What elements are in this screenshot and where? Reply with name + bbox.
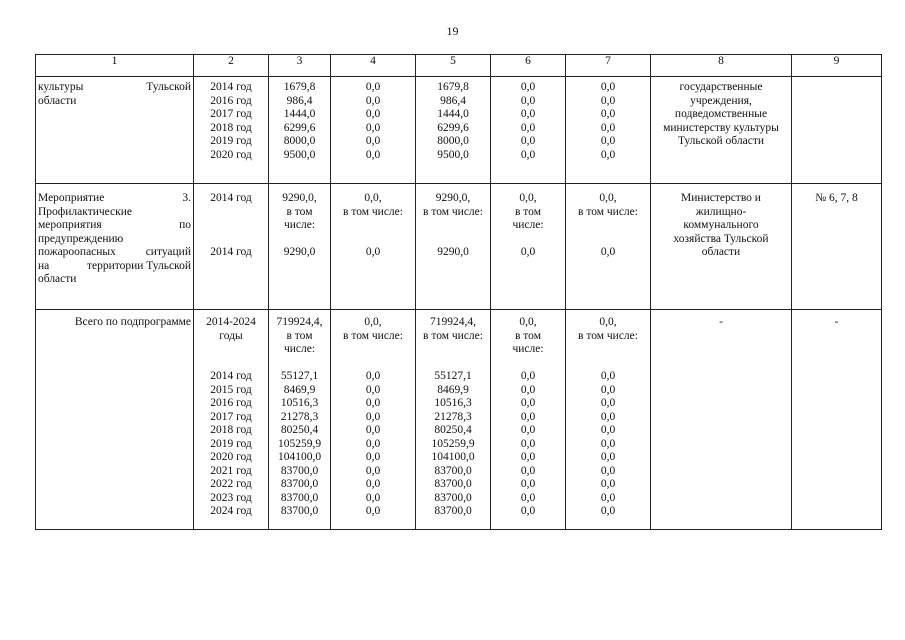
header-cell: 9 xyxy=(792,55,882,77)
total-cell xyxy=(269,77,331,184)
amount-value: 0,0 xyxy=(365,135,381,147)
amount-value: 83700,0 xyxy=(280,478,319,490)
amount-value: 0,0 xyxy=(520,94,536,107)
amount-value: 1444,0 xyxy=(283,108,316,120)
amount-value: 6299,6 xyxy=(437,121,469,134)
amount-value: 0,0 xyxy=(600,94,616,107)
description-text: по xyxy=(179,219,191,231)
executor-text: учреждения, xyxy=(690,94,752,107)
description-cell xyxy=(36,184,194,310)
amount-value: 0,0 xyxy=(365,397,381,409)
header-cell: 5 xyxy=(416,55,491,77)
executor-cell xyxy=(651,310,792,530)
municipal-cell xyxy=(491,77,566,184)
page-number: 19 xyxy=(446,24,459,38)
amount-value: 0,0 xyxy=(365,451,381,463)
year-cell xyxy=(194,77,269,184)
description-text: культуры xyxy=(38,81,84,93)
description-text: области xyxy=(38,94,77,107)
description-text: 3. xyxy=(182,192,191,204)
year-value: 2014 год xyxy=(210,370,252,382)
amount-note: в том числе: xyxy=(578,329,638,342)
year-cell xyxy=(194,310,269,530)
amount-value: 8469,9 xyxy=(283,383,316,396)
executor-text: - xyxy=(719,316,723,328)
year-value: 2015 год xyxy=(210,383,252,396)
amount-value: 0,0 xyxy=(520,505,536,517)
amount-value: 0,0 xyxy=(520,397,536,409)
amount-value: 55127,1 xyxy=(434,370,472,382)
regional-cell xyxy=(416,77,491,184)
year-value: 2020 год xyxy=(210,451,252,463)
year-value: 2014-2024 xyxy=(206,316,256,328)
executor-text: государственные xyxy=(679,81,763,93)
amount-value: 0,0 xyxy=(600,135,616,147)
amount-value: 0,0 xyxy=(600,410,616,423)
amount-value: 0,0 xyxy=(365,464,381,477)
amount-value: 9290,0 xyxy=(437,246,469,258)
amount-value: 0,0, xyxy=(519,316,537,328)
description-text: пожароопасных xyxy=(38,246,116,258)
amount-value: 83700,0 xyxy=(280,505,319,517)
amount-value: 719924,4, xyxy=(276,316,323,328)
amount-value: 10516,3 xyxy=(434,397,472,409)
year-value: 2024 год xyxy=(210,505,252,517)
description-text: области xyxy=(38,273,77,285)
header-cell: 8 xyxy=(651,55,792,77)
executor-text: Тульской области xyxy=(677,135,764,147)
amount-value: 0,0, xyxy=(599,316,617,328)
amount-note: числе: xyxy=(283,343,316,355)
amount-value: 9500,0 xyxy=(283,148,316,161)
amount-value: 0,0 xyxy=(520,148,536,161)
year-value: 2016 год xyxy=(210,94,252,107)
amount-value: 0,0 xyxy=(600,437,616,450)
year-value: 2023 год xyxy=(210,491,252,504)
amount-value: 80250,4 xyxy=(434,424,472,436)
description-text: ситуаций xyxy=(145,246,191,258)
header-cell: 4 xyxy=(331,55,416,77)
amount-value: 0,0 xyxy=(520,108,536,120)
table-row xyxy=(36,77,882,184)
amount-note: числе: xyxy=(512,219,544,231)
header-cell: 2 xyxy=(194,55,269,77)
amount-note: в том числе: xyxy=(423,205,483,218)
executor-text: Министерство и xyxy=(681,192,761,204)
budget-table xyxy=(35,54,882,530)
amount-value: 105259,9 xyxy=(277,437,322,450)
amount-value: 8000,0 xyxy=(283,135,316,147)
description-text: Всего по подпрограмме xyxy=(74,316,191,328)
amount-value: 6299,6 xyxy=(283,121,316,134)
year-value: 2014 год xyxy=(210,81,252,93)
amount-value: 83700,0 xyxy=(280,491,319,504)
amount-value: 0,0 xyxy=(520,437,536,450)
header-row xyxy=(36,55,882,77)
amount-value: 0,0 xyxy=(600,424,616,436)
amount-value: 0,0, xyxy=(364,192,382,204)
description-text: на xyxy=(38,259,50,272)
amount-value: 0,0 xyxy=(600,505,616,517)
header-cell: 1 xyxy=(36,55,194,77)
amount-value: 0,0 xyxy=(520,478,536,490)
amount-value: 0,0 xyxy=(600,370,616,382)
amount-value: 0,0 xyxy=(520,464,536,477)
amount-value: 83700,0 xyxy=(434,478,472,490)
amount-value: 8000,0 xyxy=(437,135,469,147)
amount-value: 0,0 xyxy=(365,121,381,134)
executor-cell xyxy=(651,77,792,184)
amount-value: 0,0 xyxy=(520,81,536,93)
amount-value: 0,0 xyxy=(520,370,536,382)
municipal-cell xyxy=(491,310,566,530)
description-text: Мероприятие xyxy=(38,192,105,204)
amount-value: 0,0 xyxy=(365,108,381,120)
header-cell: 7 xyxy=(566,55,651,77)
amount-value: 0,0 xyxy=(365,81,381,93)
description-text: мероприятия xyxy=(38,219,102,231)
amount-value: 0,0 xyxy=(600,383,616,396)
amount-value: 0,0 xyxy=(600,246,616,258)
amount-value: 104100,0 xyxy=(431,451,475,463)
amount-value: 0,0 xyxy=(600,397,616,409)
year-value: 2020 год xyxy=(210,148,252,161)
amount-value: 1444,0 xyxy=(437,108,469,120)
executor-text: подведомственные xyxy=(674,108,768,120)
year-value: 2018 год xyxy=(210,121,252,134)
amount-value: 105259,9 xyxy=(431,437,475,450)
indicator-text: № 6, 7, 8 xyxy=(815,192,858,204)
amount-value: 0,0, xyxy=(364,316,382,328)
amount-value: 0,0, xyxy=(519,192,537,204)
federal-cell xyxy=(331,184,416,310)
amount-value: 0,0 xyxy=(520,121,536,134)
regional-cell xyxy=(416,184,491,310)
amount-note: в том числе: xyxy=(343,329,403,342)
amount-value: 0,0 xyxy=(365,94,381,107)
amount-value: 0,0 xyxy=(365,478,381,490)
amount-value: 9290,0, xyxy=(435,192,471,204)
amount-value: 719924,4, xyxy=(430,316,476,328)
indicator-text: - xyxy=(834,316,839,328)
amount-value: 0,0 xyxy=(365,410,381,423)
year-value: 2017 год xyxy=(210,410,252,423)
amount-value: 0,0 xyxy=(520,451,536,463)
amount-value: 0,0 xyxy=(520,424,536,436)
amount-note: в том xyxy=(515,205,541,218)
header-cell: 6 xyxy=(491,55,566,77)
year-cell xyxy=(194,184,269,310)
description-cell xyxy=(36,310,194,530)
amount-note: в том xyxy=(515,329,541,342)
table-row xyxy=(36,310,882,530)
amount-value: 0,0 xyxy=(365,505,381,517)
executor-text: жилищно- xyxy=(695,205,747,218)
amount-value: 21278,3 xyxy=(434,410,472,423)
year-value: 2016 год xyxy=(210,397,252,409)
amount-note: числе: xyxy=(283,219,316,231)
executor-text: министерству культуры xyxy=(663,121,779,134)
other-sources-cell xyxy=(566,77,651,184)
amount-value: 0,0 xyxy=(365,424,381,436)
amount-value: 9290,0 xyxy=(283,246,316,258)
amount-value: 0,0 xyxy=(520,491,536,504)
amount-value: 9500,0 xyxy=(437,148,469,161)
year-value: 2022 год xyxy=(210,478,252,490)
amount-note: в том числе: xyxy=(343,205,403,218)
amount-value: 0,0 xyxy=(600,108,616,120)
amount-value: 0,0 xyxy=(365,370,381,382)
description-cell xyxy=(36,77,194,184)
amount-value: 0,0 xyxy=(520,410,536,423)
table-row xyxy=(36,184,882,310)
amount-note: в том числе: xyxy=(578,205,638,218)
year-value: 2018 год xyxy=(210,424,252,436)
amount-value: 0,0 xyxy=(365,148,381,161)
amount-value: 104100,0 xyxy=(277,451,322,463)
amount-value: 0,0 xyxy=(600,121,616,134)
amount-value: 9290,0, xyxy=(282,192,317,204)
federal-cell xyxy=(331,77,416,184)
amount-value: 55127,1 xyxy=(280,370,319,382)
executor-cell xyxy=(651,184,792,310)
other-sources-cell xyxy=(566,184,651,310)
total-cell xyxy=(269,184,331,310)
amount-value: 0,0 xyxy=(600,478,616,490)
amount-value: 8469,9 xyxy=(437,383,469,396)
amount-value: 0,0, xyxy=(599,192,617,204)
amount-value: 1679,8 xyxy=(437,81,469,93)
year-value: 2019 год xyxy=(210,135,252,147)
header-cell: 3 xyxy=(269,55,331,77)
total-cell xyxy=(269,310,331,530)
municipal-cell xyxy=(491,184,566,310)
amount-value: 10516,3 xyxy=(280,397,319,409)
amount-value: 0,0 xyxy=(600,491,616,504)
regional-cell xyxy=(416,310,491,530)
amount-value: 80250,4 xyxy=(280,424,319,436)
amount-value: 0,0 xyxy=(600,464,616,477)
amount-value: 0,0 xyxy=(600,148,616,161)
amount-value: 0,0 xyxy=(520,246,536,258)
description-text: территории Тульской xyxy=(86,259,191,272)
amount-value: 986,4 xyxy=(286,94,313,107)
amount-value: 0,0 xyxy=(365,437,381,450)
amount-value: 0,0 xyxy=(520,383,536,396)
amount-value: 1679,8 xyxy=(283,81,316,93)
description-text: Профилактические xyxy=(38,205,132,218)
indicator-cell xyxy=(792,310,882,530)
indicator-cell xyxy=(792,77,882,184)
indicator-cell xyxy=(792,184,882,310)
amount-note: в том xyxy=(286,329,313,342)
year-value: 2014 год xyxy=(210,246,252,258)
amount-value: 986,4 xyxy=(440,94,466,107)
federal-cell xyxy=(331,310,416,530)
amount-note: в том xyxy=(286,205,313,218)
year-value: 2021 год xyxy=(210,464,252,477)
amount-note: в том числе: xyxy=(423,329,483,342)
description-text: Тульской xyxy=(146,81,191,93)
amount-value: 83700,0 xyxy=(434,464,472,477)
description-text: предупреждению xyxy=(38,232,124,245)
executor-text: хозяйства Тульской xyxy=(673,232,769,245)
amount-value: 0,0 xyxy=(365,491,381,504)
amount-value: 0,0 xyxy=(520,135,536,147)
year-value: годы xyxy=(219,329,243,342)
amount-value: 0,0 xyxy=(600,451,616,463)
other-sources-cell xyxy=(566,310,651,530)
amount-value: 0,0 xyxy=(365,383,381,396)
amount-value: 83700,0 xyxy=(434,491,472,504)
year-value: 2014 год xyxy=(210,192,252,204)
amount-value: 0,0 xyxy=(600,81,616,93)
amount-value: 21278,3 xyxy=(280,410,319,423)
year-value: 2019 год xyxy=(210,437,252,450)
amount-value: 83700,0 xyxy=(280,464,319,477)
executor-text: коммунального xyxy=(683,219,759,231)
amount-note: числе: xyxy=(512,343,544,355)
executor-text: области xyxy=(701,246,741,258)
year-value: 2017 год xyxy=(210,108,252,120)
amount-value: 83700,0 xyxy=(434,505,472,517)
amount-value: 0,0 xyxy=(365,246,381,258)
